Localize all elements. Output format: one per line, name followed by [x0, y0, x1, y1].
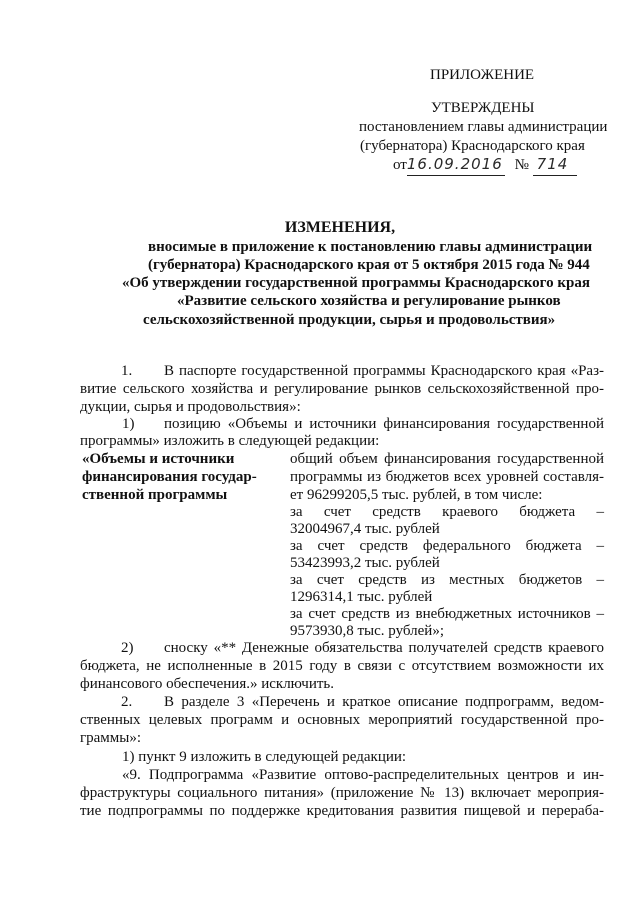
- subtitle-line-2: (губернатора) Краснодарского края от 5 октября 2015 года № 944: [148, 257, 590, 273]
- table-right-line-2: программы из бюджетов всех уровней составля-: [290, 469, 604, 485]
- item-2-1-line: 1) пункт 9 изложить в следующей редакции:: [122, 749, 407, 765]
- item-1-2-line-2: бюджета, не исполненные в 2015 году в связи с отсутствием возможности их: [80, 658, 604, 674]
- table-left-line-2: финансирования государ-: [82, 469, 257, 485]
- item-2-line-2: ственных целевых программ и основных мероприятий государственной про-: [80, 712, 604, 728]
- table-right-line-4: за счет средств краевого бюджета –: [290, 504, 604, 520]
- item-1-1-line-1: позицию «Объемы и источники финансирования государственной: [164, 416, 604, 432]
- table-left-line-3: ственной программы: [82, 487, 228, 503]
- date-prefix: от: [393, 157, 407, 173]
- item-9-line-3: тие подпрограммы по поддержке кредитования развития пищевой и перераба-: [80, 803, 604, 819]
- table-right-line-11: 9573930,8 тыс. рублей»;: [290, 623, 444, 639]
- table-right-line-10: за счет средств из внебюджетных источников –: [290, 606, 604, 622]
- item-1-2-line-1: сноску «** Денежные обязательства получателей средств краевого: [164, 640, 604, 656]
- item-9-line-1: «9. Подпрограмма «Развитие оптово-распределительных центров и ин-: [122, 767, 604, 783]
- subtitle-line-3: «Об утверждении государственной программы Краснодарского края: [122, 275, 590, 291]
- table-right-line-9: 1296314,1 тыс. рублей: [290, 589, 433, 605]
- decree-date-number: [393, 155, 577, 176]
- handwritten-date: 16.09.2016: [406, 155, 503, 173]
- item-1-line-3: дукции, сырья и продовольствия»:: [80, 399, 301, 415]
- item-2-number: 2.: [121, 694, 133, 710]
- item-1-1-line-2: программы» изложить в следующей редакции:: [80, 433, 380, 449]
- number-field: [533, 155, 577, 176]
- item-9-line-2: фраструктуры социального питания» (приложение № 13) включает мероприя-: [80, 785, 604, 801]
- item-1-2-number: 2): [121, 640, 134, 656]
- item-1-2-line-3: финансового обеспечения.» исключить.: [80, 676, 335, 692]
- item-2-line-1: В разделе 3 «Перечень и краткое описание подпрограмм, ведом-: [164, 694, 604, 710]
- approved-label: УТВЕРЖДЕНЫ: [431, 100, 535, 116]
- appendix-label: ПРИЛОЖЕНИЕ: [430, 67, 535, 83]
- item-1-line-1: В паспорте государственной программы Краснодарского края «Раз-: [164, 363, 604, 379]
- approved-by-line-2: (губернатора) Краснодарского края: [360, 138, 585, 154]
- table-right-line-3: ет 96299205,5 тыс. рублей, в том числе:: [290, 487, 543, 503]
- subtitle-line-4: «Развитие сельского хозяйства и регулирование рынков: [177, 293, 561, 309]
- number-prefix: №: [514, 157, 529, 173]
- document-title: ИЗМЕНЕНИЯ,: [284, 219, 396, 236]
- item-1-line-2: витие сельского хозяйства и регулирование рынков сельскохозяйственной про-: [80, 381, 604, 397]
- item-1-1-number: 1): [122, 416, 135, 432]
- subtitle-line-1: вносимые в приложение к постановлению главы администрации: [148, 239, 593, 255]
- item-1-number: 1.: [121, 363, 133, 379]
- table-right-line-7: 53423993,2 тыс. рублей: [290, 555, 440, 571]
- item-2-line-3: граммы»:: [80, 730, 142, 746]
- date-field: [407, 155, 505, 176]
- subtitle-line-5: сельскохозяйственной продукции, сырья и продовольствия»: [143, 312, 556, 328]
- handwritten-number: 714: [536, 155, 569, 173]
- approved-by-line-1: постановлением главы администрации: [359, 119, 608, 135]
- table-right-line-1: общий объем финансирования государственной: [290, 451, 604, 467]
- table-right-line-8: за счет средств из местных бюджетов –: [290, 572, 604, 588]
- table-left-line-1: «Объемы и источники: [82, 451, 235, 467]
- table-right-line-5: 32004967,4 тыс. рублей: [290, 521, 440, 537]
- table-right-line-6: за счет средств федерального бюджета –: [290, 538, 604, 554]
